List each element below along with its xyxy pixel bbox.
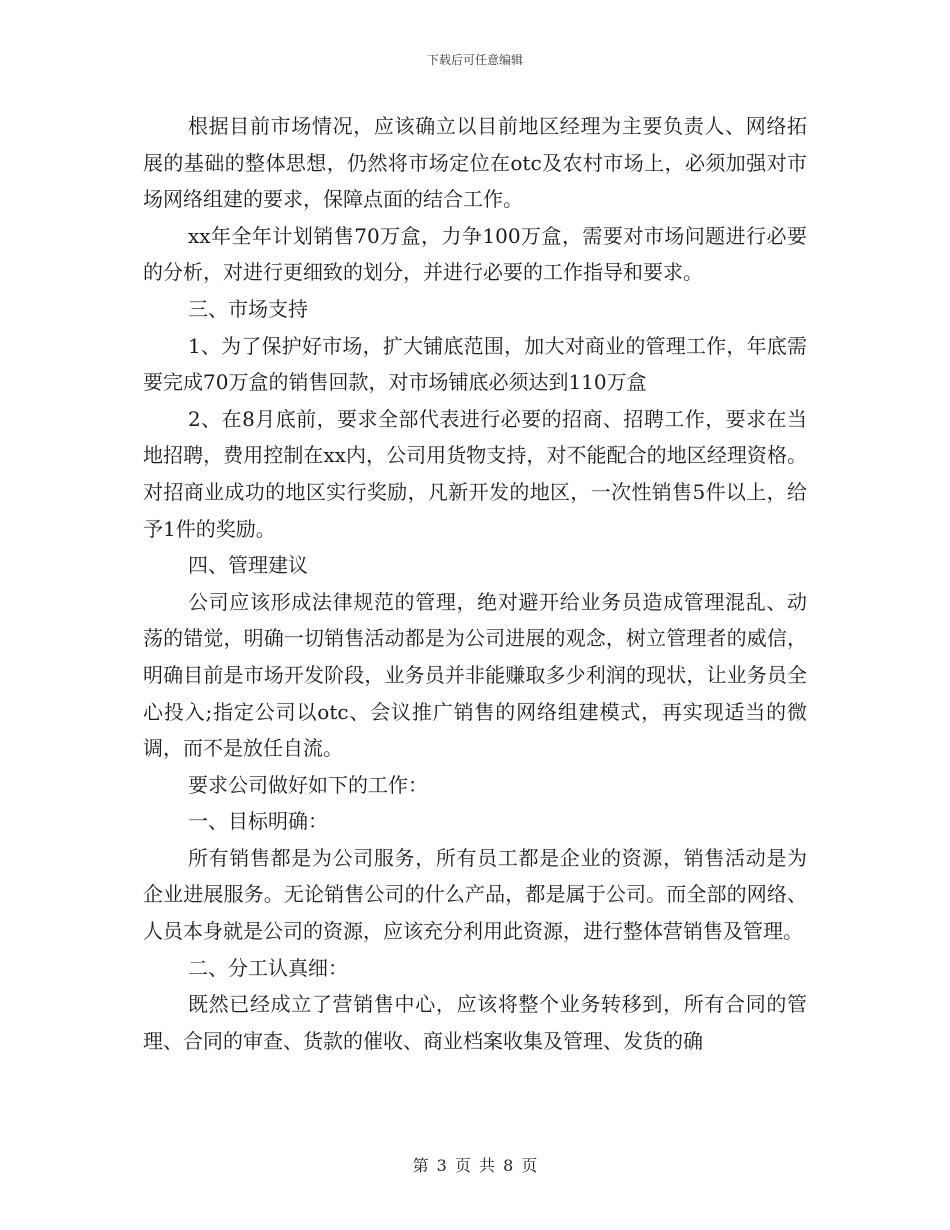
document-body — [143, 108, 807, 1059]
subheading-clear-goals: 一、目标明确： — [188, 809, 328, 834]
subheading-division-of-labor: 二、分工认真细： — [188, 955, 348, 980]
section-heading-market-support: 三、市场支持 — [188, 296, 308, 321]
paragraph-requirements-intro: 要求公司做好如下的工作： — [188, 772, 428, 797]
page-number-footer: 第 3 页 共 8 页 — [412, 1156, 538, 1175]
page-header: 下载后可任意编辑 — [426, 53, 523, 67]
section-heading-management-advice: 四、管理建议 — [188, 553, 308, 578]
paragraph-market-strategy: 根据目前市场情况，应该确立以目前地区经理为主要负责人、网络拓展的基础的整体思想，仍然将市场定位在otc及农村市场上，必须加强对市场网络组建的要求，保障点面的结合工作。 — [143, 114, 807, 212]
paragraph-clear-goals: 所有销售都是为公司服务，所有员工都是企业的资源，销售活动是为企业进展服务。无论销售公司的什么产品，都是属于公司。而全部的网络、人员本身就是公司的资源，应该充分利用此资源，进行整体营销售及管理。 — [143, 845, 807, 944]
paragraph-support-item-2: 2、在8月底前，要求全部代表进行必要的招商、招聘工作，要求在当地招聘，费用控制在xx内，公司用货物支持，对不能配合的地区经理资格。对招商业成功的地区实行奖励，凡新开发的地区，一次性销售5件以上，给予1件的奖励。 — [143, 406, 807, 541]
paragraph-management-advice: 公司应该形成法律规范的管理，绝对避开给业务员造成管理混乱、动荡的错觉，明确一切销售活动都是为公司进展的观念，树立管理者的威信，明确目前是市场开发阶段，业务员并非能赚取多少利润的现状，让业务员全心投入;指定公司以otc、会议推广销售的网络组建模式，再实现适当的微调，而不是放任自流。 — [143, 589, 807, 761]
paragraph-support-item-1: 1、为了保护好市场，扩大铺底范围，加大对商业的管理工作，年底需要完成70万盒的销售回款，对市场铺底必须达到110万盒 — [143, 333, 807, 395]
paragraph-sales-plan: xx年全年计划销售70万盒，力争100万盒，需要对市场问题进行必要的分析，对进行更细致的划分，并进行必要的工作指导和要求。 — [143, 223, 807, 285]
paragraph-division-of-labor: 既然已经成立了营销售中心，应该将整个业务转移到，所有合同的管理、合同的审查、货款的催收、商业档案收集及管理、发货的确 — [143, 992, 807, 1053]
